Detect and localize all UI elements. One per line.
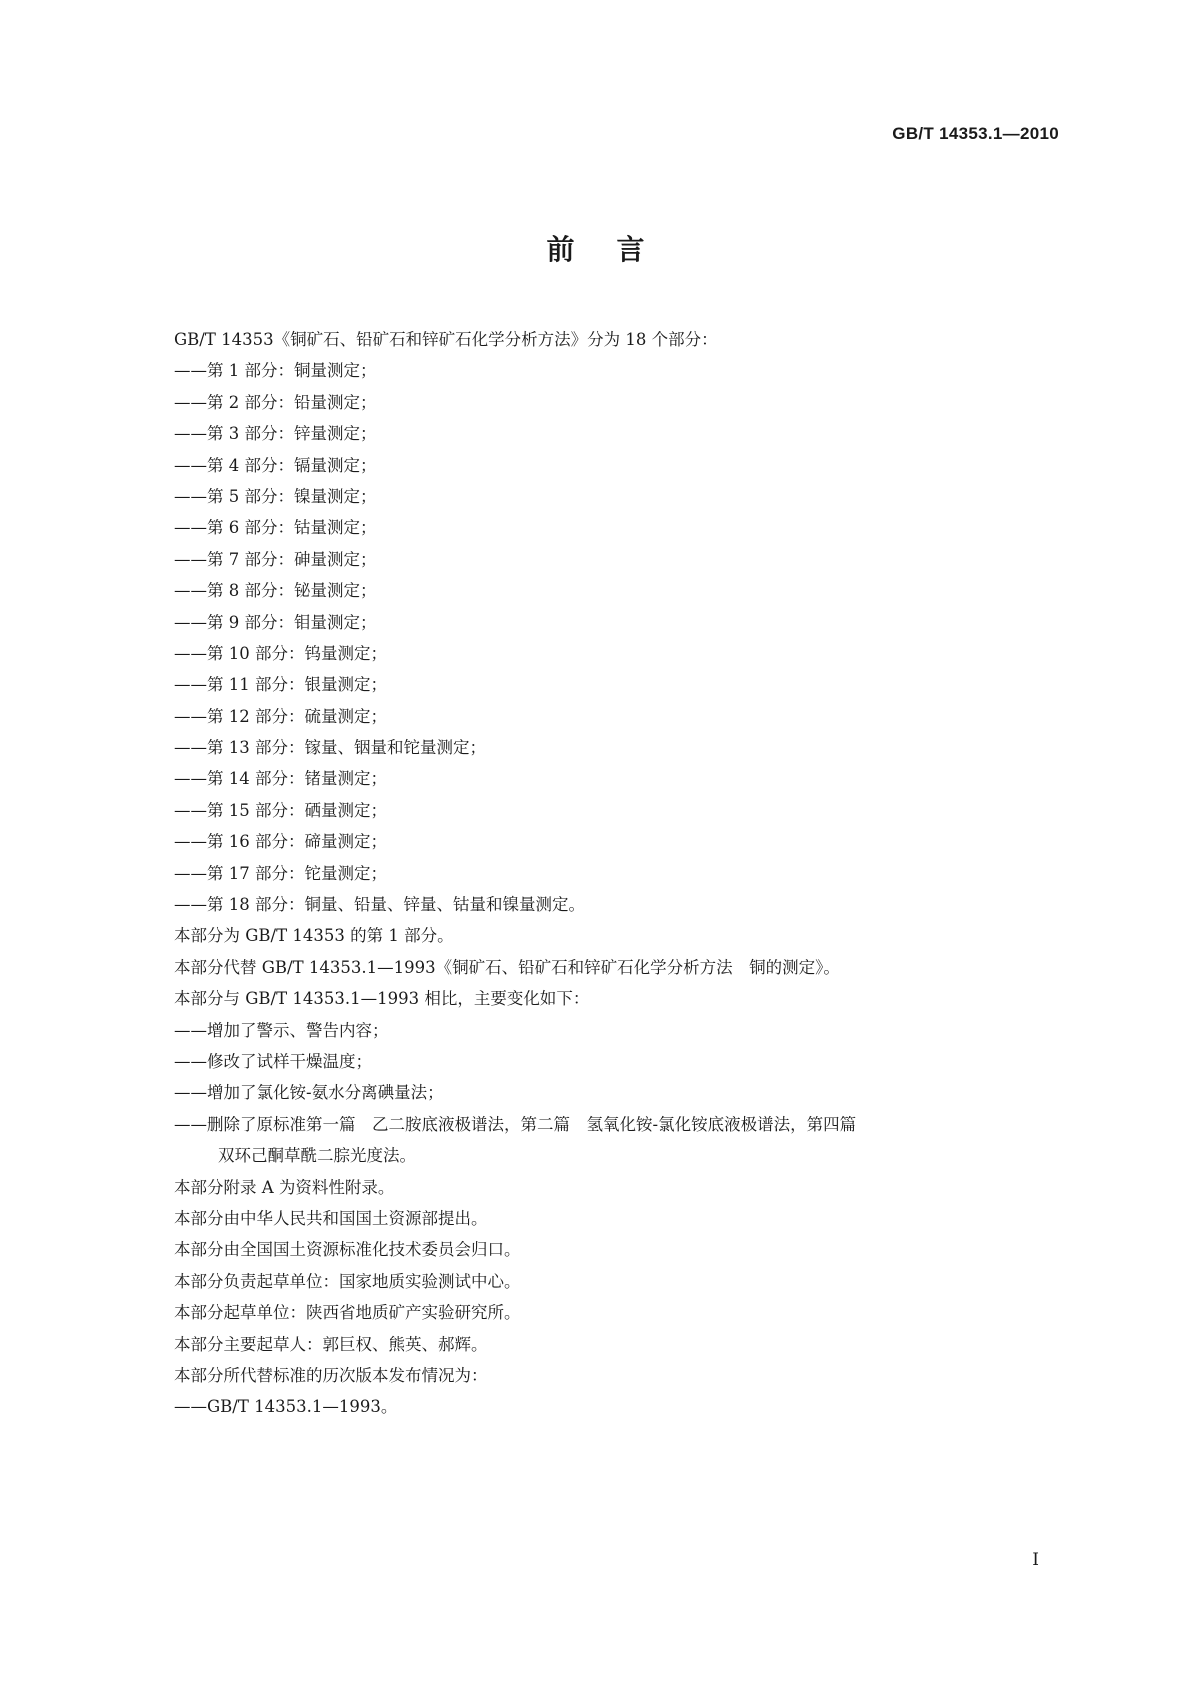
list-item: ——修改了试样干燥温度； (174, 1051, 372, 1071)
list-item: ——第 11 部分：银量测定； (174, 675, 387, 695)
text-line: 本部分负责起草单位：国家地质实验测试中心。 (174, 1271, 521, 1291)
list-item: ——第 6 部分：钴量测定； (174, 518, 377, 538)
page-number: I (1032, 1550, 1039, 1570)
text-line: 本部分主要起草人：郭巨权、熊英、郝辉。 (174, 1334, 488, 1354)
list-item: ——第 5 部分：镍量测定； (174, 486, 377, 506)
list-item: ——GB/T 14353.1—1993。 (174, 1397, 398, 1417)
standard-code: GB/T 14353.1—2010 (892, 124, 1059, 143)
list-item: ——第 1 部分：铜量测定； (174, 361, 377, 381)
list-item: ——第 9 部分：钼量测定； (174, 612, 377, 632)
text-line: 本部分起草单位：陕西省地质矿产实验研究所。 (174, 1303, 521, 1323)
list-item: ——第 7 部分：砷量测定； (174, 549, 377, 569)
list-item: ——第 14 部分：锗量测定； (174, 769, 387, 789)
list-item: ——第 16 部分：碲量测定； (174, 832, 387, 852)
text-line: 本部分代替 GB/T 14353.1—1993《铜矿石、铅矿石和锌矿石化学分析方法 铜的测定》。 (174, 957, 840, 977)
list-item: ——第 17 部分：铊量测定； (174, 863, 387, 883)
list-item: ——第 15 部分：硒量测定； (174, 800, 387, 820)
text-line: 本部分与 GB/T 14353.1—1993 相比，主要变化如下： (174, 989, 590, 1009)
list-item-continuation: 双环己酮草酰二腙光度法。 (218, 1146, 416, 1166)
text-line: 本部分由中华人民共和国国土资源部提出。 (174, 1208, 488, 1228)
text-line: GB/T 14353《铜矿石、铅矿石和锌矿石化学分析方法》分为 18 个部分： (174, 330, 718, 349)
list-item: ——第 12 部分：硫量测定； (174, 706, 387, 726)
list-item: ——第 10 部分：钨量测定； (174, 643, 387, 663)
list-item: ——第 8 部分：铋量测定； (174, 581, 377, 601)
list-item: ——删除了原标准第一篇 乙二胺底液极谱法，第二篇 氢氧化铵-氯化铵底液极谱法，第四篇 (174, 1114, 857, 1134)
list-item: ——第 3 部分：锌量测定； (174, 424, 377, 444)
list-item: ——第 4 部分：镉量测定； (174, 455, 377, 475)
foreword-body (174, 324, 1054, 1423)
list-item: ——第 13 部分：镓量、铟量和铊量测定； (174, 738, 486, 758)
text-line: 本部分所代替标准的历次版本发布情况为： (174, 1365, 488, 1385)
list-item: ——增加了氯化铵-氨水分离碘量法； (174, 1083, 444, 1103)
list-item: ——第 2 部分：铅量测定； (174, 392, 377, 412)
text-line: 本部分由全国国土资源标准化技术委员会归口。 (174, 1240, 521, 1260)
list-item: ——第 18 部分：铜量、铅量、锌量、钴量和镍量测定。 (174, 895, 585, 915)
text-line: 本部分为 GB/T 14353 的第 1 部分。 (174, 926, 454, 946)
list-item: ——增加了警示、警告内容； (174, 1020, 389, 1040)
text-line: 本部分附录 A 为资料性附录。 (174, 1177, 395, 1197)
page-title: 前言 (546, 233, 687, 266)
